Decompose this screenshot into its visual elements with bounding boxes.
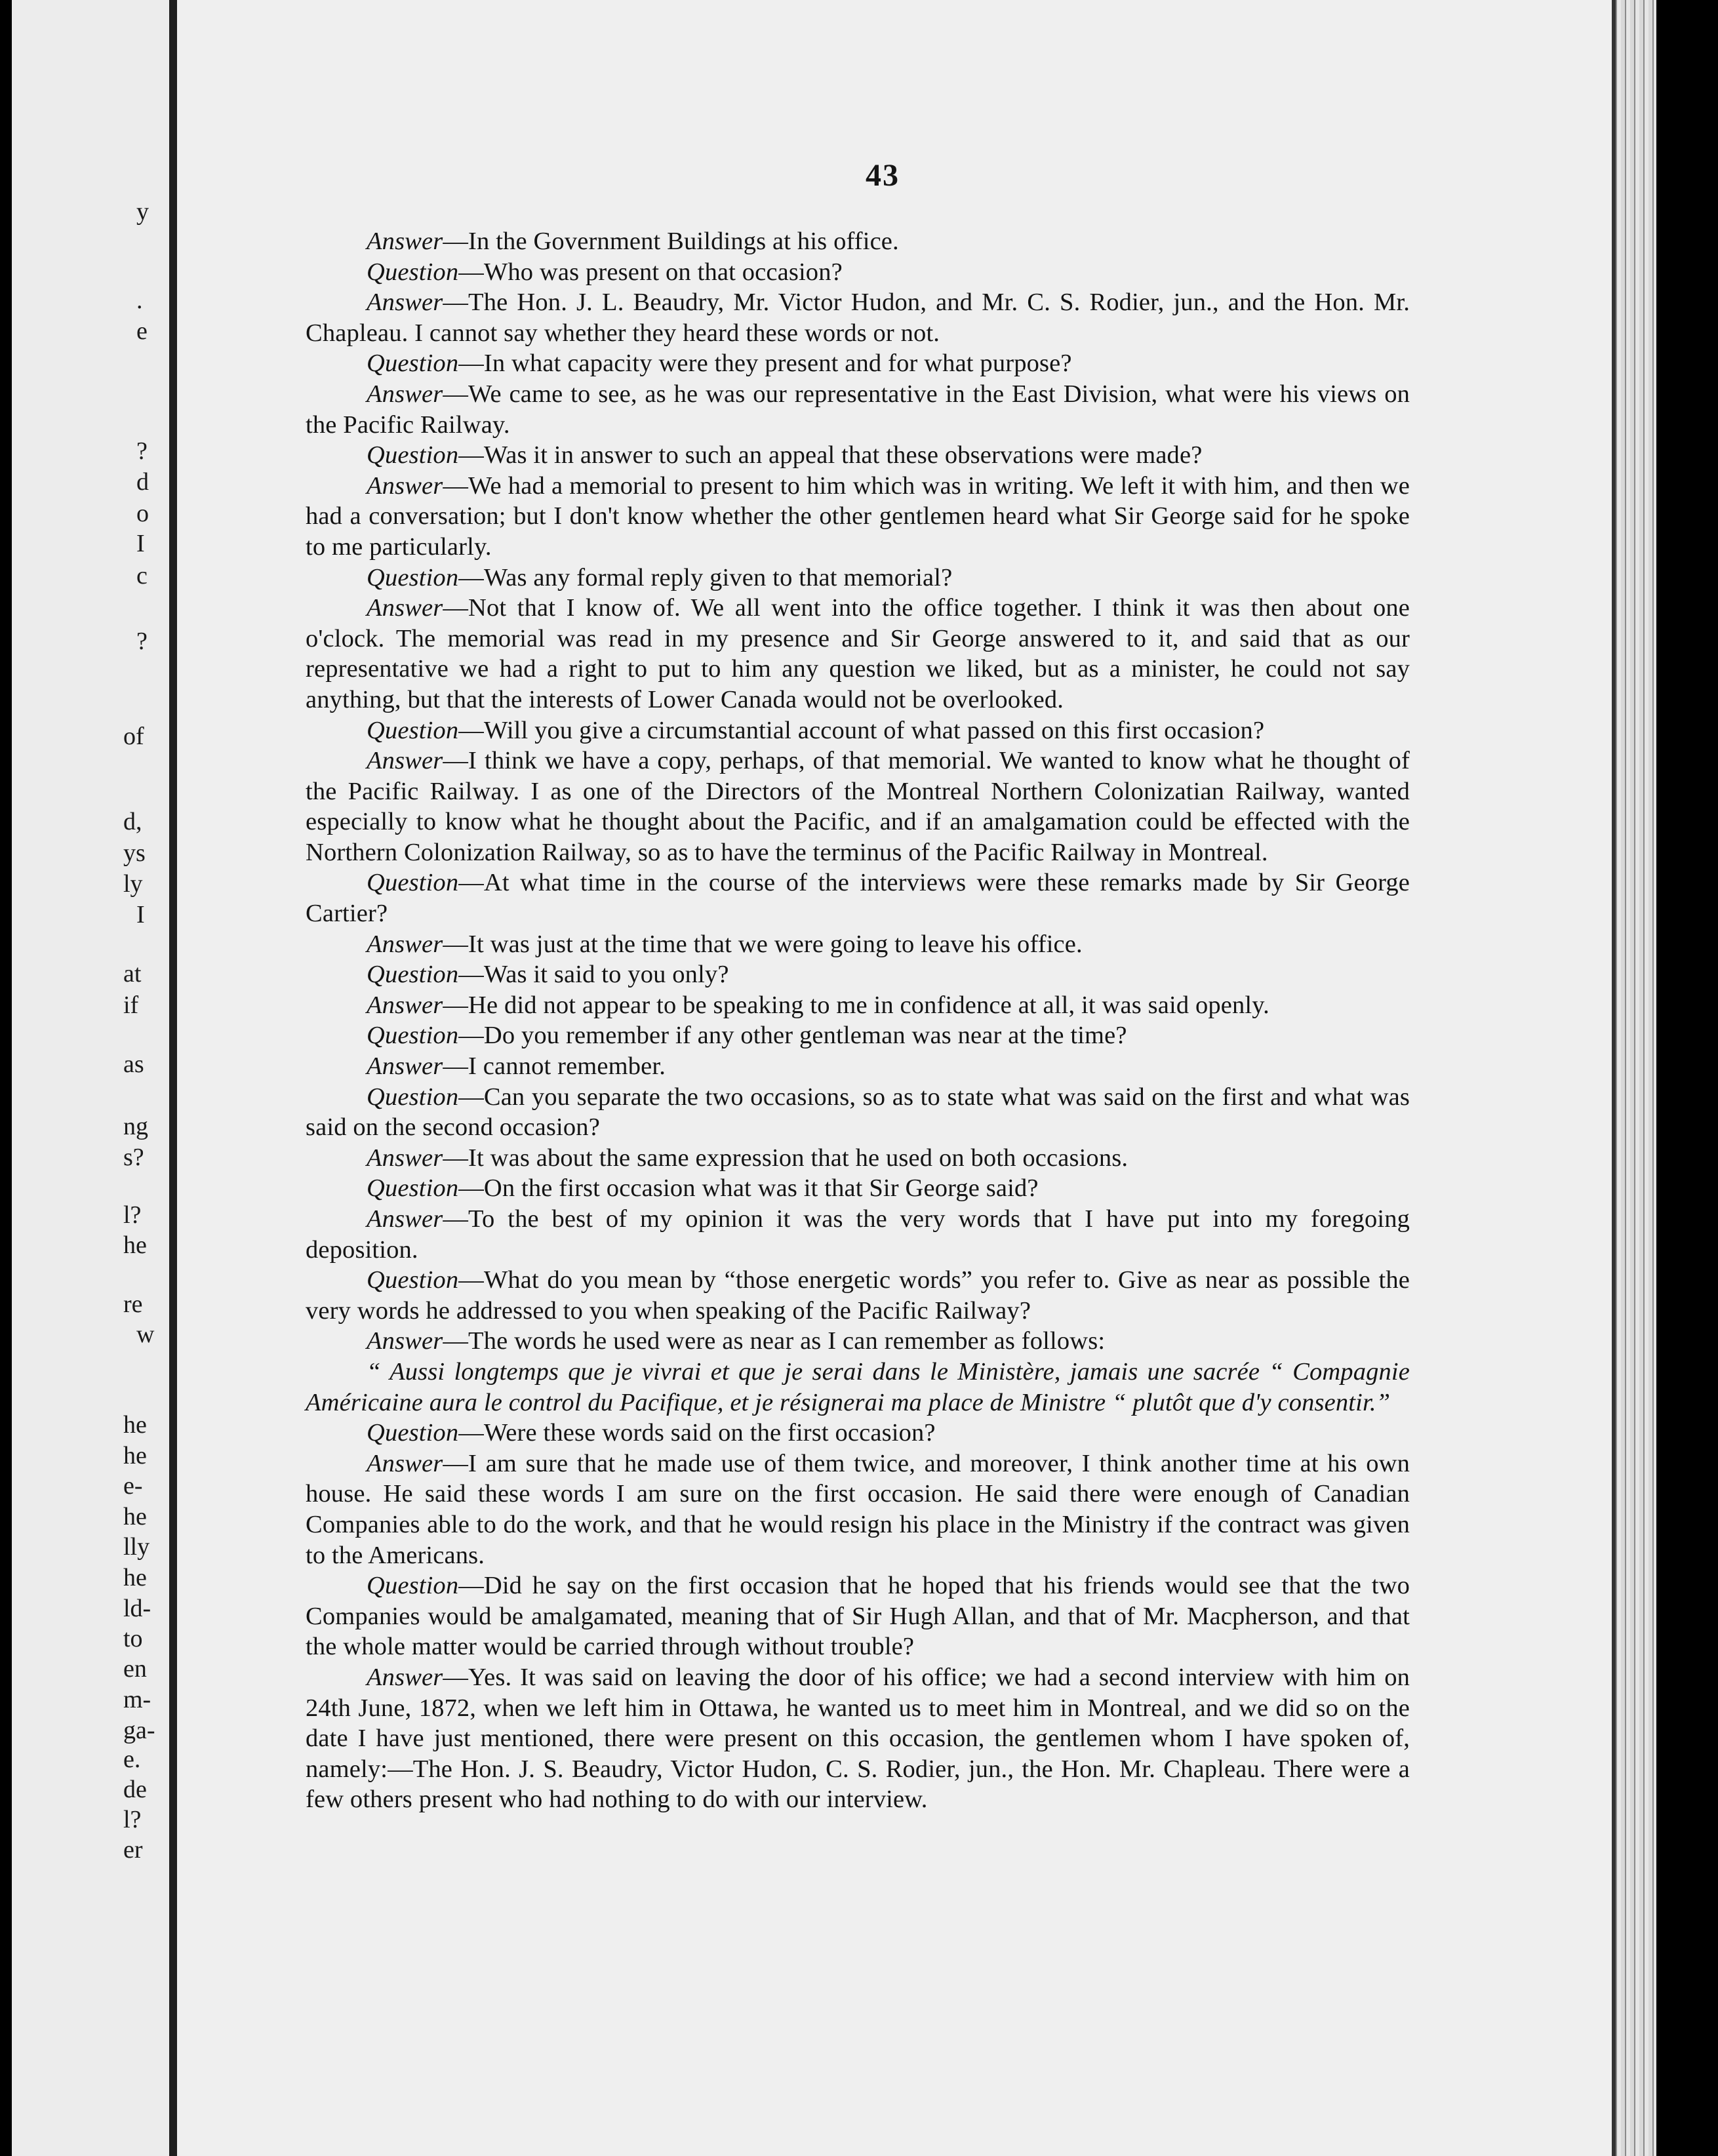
speaker-label: Answer <box>367 930 443 958</box>
left-page-fragment: I <box>136 901 145 928</box>
paragraph-text: —I am sure that he made use of them twice, and moreover, I think another time at his own house. He said these words I am sure on the first occasion. He said there were enough of Canadian Companies able to do the work, and that he would resign his place in the Ministry if the contract was given to the Americans. <box>306 1449 1410 1569</box>
left-page-fragment: ys <box>123 839 146 867</box>
paragraph-text: —Was it in answer to such an appeal that these observations were made? <box>458 441 1203 469</box>
left-page-fragment: if <box>123 991 139 1019</box>
quoted-statement <box>306 1357 1410 1418</box>
answer-paragraph <box>306 1326 1410 1357</box>
question-paragraph <box>306 257 1410 288</box>
left-page-fragment: . <box>136 287 143 314</box>
paragraph-text: —What do you mean by “those energetic words” you refer to. Give as near as possible the very words he addressed to you when speaking of the Pacific Railway? <box>306 1266 1410 1325</box>
answer-paragraph <box>306 379 1410 440</box>
left-page-fragment: of <box>123 723 144 750</box>
question-paragraph <box>306 1418 1410 1448</box>
left-page-fragment: he <box>123 1231 147 1259</box>
left-page-fragment: to <box>123 1625 143 1652</box>
question-paragraph <box>306 715 1410 746</box>
speaker-label: Answer <box>367 228 443 255</box>
left-page-fragment: lly <box>123 1533 150 1561</box>
scanned-book-spread <box>12 0 1645 2156</box>
answer-paragraph <box>306 990 1410 1021</box>
left-page-text-fragments <box>12 0 169 2156</box>
book-gutter <box>169 0 177 2156</box>
question-paragraph <box>306 1082 1410 1143</box>
paragraph-text: —Will you give a circumstantial account of what passed on this first occasion? <box>458 716 1265 744</box>
speaker-label: Question <box>367 349 459 378</box>
paragraph-text: —Can you separate the two occasions, so as to state what was said on the first and what was said on the second occasion? <box>306 1083 1410 1142</box>
speaker-label: Answer <box>367 471 443 500</box>
main-page <box>184 0 1607 2156</box>
left-page-fragment: he <box>123 1442 147 1469</box>
testimony-text <box>306 226 1410 1815</box>
left-page-fragment: l? <box>123 1201 142 1229</box>
left-page-edge <box>12 0 173 2156</box>
left-page-fragment: he <box>123 1503 147 1530</box>
paragraph-text: —On the first occasion what was it that Sir George said? <box>458 1174 1039 1203</box>
left-page-fragment: en <box>123 1655 147 1683</box>
left-page-fragment: e. <box>123 1746 141 1773</box>
speaker-label: Answer <box>367 1449 443 1477</box>
answer-paragraph <box>306 1051 1410 1082</box>
left-page-fragment: y <box>136 198 149 226</box>
speaker-label: Question <box>367 1266 459 1294</box>
left-page-fragment: er <box>123 1836 143 1864</box>
left-page-fragment: he <box>123 1411 147 1439</box>
paragraph-text: —To the best of my opinion it was the very words that I have put into my foregoing deposition. <box>306 1205 1410 1264</box>
answer-paragraph <box>306 1448 1410 1570</box>
page-number: 43 <box>866 158 900 193</box>
speaker-label: Answer <box>367 1052 443 1081</box>
paragraph-text: —Were these words said on the first occasion? <box>458 1419 936 1447</box>
speaker-label: Question <box>367 1572 459 1600</box>
question-paragraph <box>306 563 1410 593</box>
answer-paragraph <box>306 1662 1410 1815</box>
left-page-fragment: ly <box>123 870 143 898</box>
question-paragraph <box>306 1570 1410 1662</box>
left-page-fragment: re <box>123 1290 143 1318</box>
left-page-fragment: ng <box>123 1113 148 1140</box>
speaker-label: Question <box>367 441 459 469</box>
left-page-fragment: d, <box>123 808 142 835</box>
left-page-fragment: ? <box>136 628 148 655</box>
left-page-fragment: w <box>136 1321 155 1348</box>
question-paragraph <box>306 868 1410 928</box>
question-paragraph <box>306 348 1410 379</box>
paragraph-text: —It was about the same expression that he used on both occasions. <box>443 1144 1129 1172</box>
paragraph-text: —Was any formal reply given to that memorial? <box>458 563 953 591</box>
speaker-label: Question <box>367 1022 459 1050</box>
answer-paragraph <box>306 1143 1410 1174</box>
question-paragraph <box>306 1020 1410 1051</box>
paragraph-text: —The Hon. J. L. Beaudry, Mr. Victor Hudon, and Mr. C. S. Rodier, jun., and the Hon. Mr. Chapleau. I cannot say whether they heard these words or not. <box>306 289 1410 347</box>
speaker-label: Answer <box>367 991 443 1019</box>
left-page-fragment: ga- <box>123 1717 155 1744</box>
left-page-fragment: e <box>136 317 148 345</box>
left-page-fragment: de <box>123 1776 147 1803</box>
paragraph-text: —He did not appear to be speaking to me in confidence at all, it was said openly. <box>443 991 1269 1019</box>
speaker-label: Question <box>367 258 459 286</box>
answer-paragraph <box>306 471 1410 563</box>
paragraph-text: —It was just at the time that we were going to leave his office. <box>443 930 1083 958</box>
speaker-label: Question <box>367 869 459 897</box>
paragraph-text: —The words he used were as near as I can remember as follows: <box>443 1327 1106 1355</box>
answer-paragraph <box>306 746 1410 868</box>
question-paragraph <box>306 959 1410 990</box>
left-page-fragment: ld- <box>123 1595 151 1622</box>
speaker-label: Answer <box>367 1663 443 1691</box>
speaker-label: Answer <box>367 289 443 317</box>
paragraph-text: —Did he say on the first occasion that he hoped that his friends would see that the two Companies would be amalgamated, meaning that of Sir Hugh Allan, and that of Mr. Macpherson, and that the whole matter would be carried through without trouble? <box>306 1572 1410 1661</box>
speaker-label: Answer <box>367 380 443 408</box>
speaker-label: Answer <box>367 747 443 775</box>
speaker-label: Question <box>367 1083 459 1111</box>
paragraph-text: —I cannot remember. <box>443 1052 666 1081</box>
paragraph-text: —Yes. It was said on leaving the door of his office; we had a second interview with him on 24th June, 1872, when we left him in Ottawa, he wanted us to meet him in Montreal, and we did so on the date I have just mentioned, there were present on this occasion, the gentlemen whom I have spoken of, namely:—The Hon. J. S. Beaudry, Victor Hudon, C. S. Rodier, jun., the Hon. Mr. Chapleau. There were a few others present who had nothing to do with our interview. <box>306 1663 1410 1814</box>
speaker-label: Answer <box>367 1144 443 1172</box>
paragraph-text: —Was it said to you only? <box>458 961 729 989</box>
paragraph-text: —I think we have a copy, perhaps, of that memorial. We wanted to know what he thought of the Pacific Railway. I as one of the Directors of the Montreal Northern Colonizatian Railway, wanted especially to know what he thought about the Pacific, and if an amalgamation could be effected with the Northern Colonization Railway, so as to have the terminus of the Pacific Railway in Montreal. <box>306 747 1410 866</box>
left-page-fragment: d <box>136 468 149 496</box>
speaker-label: Answer <box>367 1205 443 1233</box>
paragraph-text: —Do you remember if any other gentleman was near at the time? <box>458 1022 1127 1050</box>
left-page-fragment: c <box>136 562 148 589</box>
answer-paragraph <box>306 593 1410 715</box>
answer-paragraph <box>306 226 1410 257</box>
paragraph-text: —In what capacity were they present and for what purpose? <box>458 349 1072 378</box>
speaker-label: Answer <box>367 594 443 622</box>
left-page-fragment: I <box>136 530 145 557</box>
left-page-fragment: e- <box>123 1472 143 1500</box>
paragraph-text: —In the Government Buildings at his office. <box>443 228 899 255</box>
paragraph-text: —At what time in the course of the interviews were these remarks made by Sir George Cartier? <box>306 869 1410 928</box>
french-quote: “ Aussi longtemps que je vivrai et que je serai dans le Ministère, jamais une sacrée “ Compagnie Américaine aura le control du Pacifique, et je résignerai ma place de Ministre “ plutôt que d'y consentir.” <box>306 1357 1410 1416</box>
left-page-fragment: o <box>136 500 149 527</box>
answer-paragraph <box>306 1204 1410 1265</box>
paragraph-text: —Who was present on that occasion? <box>458 258 843 286</box>
question-paragraph <box>306 440 1410 471</box>
speaker-label: Question <box>367 1174 459 1203</box>
left-page-fragment: as <box>123 1050 144 1078</box>
question-paragraph <box>306 1265 1410 1326</box>
left-page-fragment: ? <box>136 437 148 465</box>
left-page-fragment: m- <box>123 1686 151 1713</box>
speaker-label: Answer <box>367 1327 443 1355</box>
left-page-fragment: l? <box>123 1806 142 1833</box>
paragraph-text: —We came to see, as he was our representative in the East Division, what were his views on the Pacific Railway. <box>306 380 1410 439</box>
left-page-fragment: he <box>123 1564 147 1591</box>
left-page-fragment: at <box>123 960 142 988</box>
left-page-fragment: s? <box>123 1144 144 1171</box>
speaker-label: Question <box>367 961 459 989</box>
paragraph-text: —Not that I know of. We all went into the office together. I think it was then about one o'clock. The memorial was read in my presence and Sir George answered to it, and said that as our representative we had a right to put to him any question we liked, but as a minister, he could not say anything, but that the interests of Lower Canada would not be overlooked. <box>306 594 1410 713</box>
speaker-label: Question <box>367 1419 459 1447</box>
paragraph-text: —We had a memorial to present to him which was in writing. We left it with him, and then we had a conversation; but I don't know whether the other gentlemen heard what Sir George said for he spoke to me particularly. <box>306 471 1410 561</box>
answer-paragraph <box>306 287 1410 348</box>
speaker-label: Question <box>367 563 459 591</box>
page-edges <box>1612 0 1656 2156</box>
question-paragraph <box>306 1173 1410 1204</box>
speaker-label: Question <box>367 716 459 744</box>
answer-paragraph <box>306 929 1410 960</box>
